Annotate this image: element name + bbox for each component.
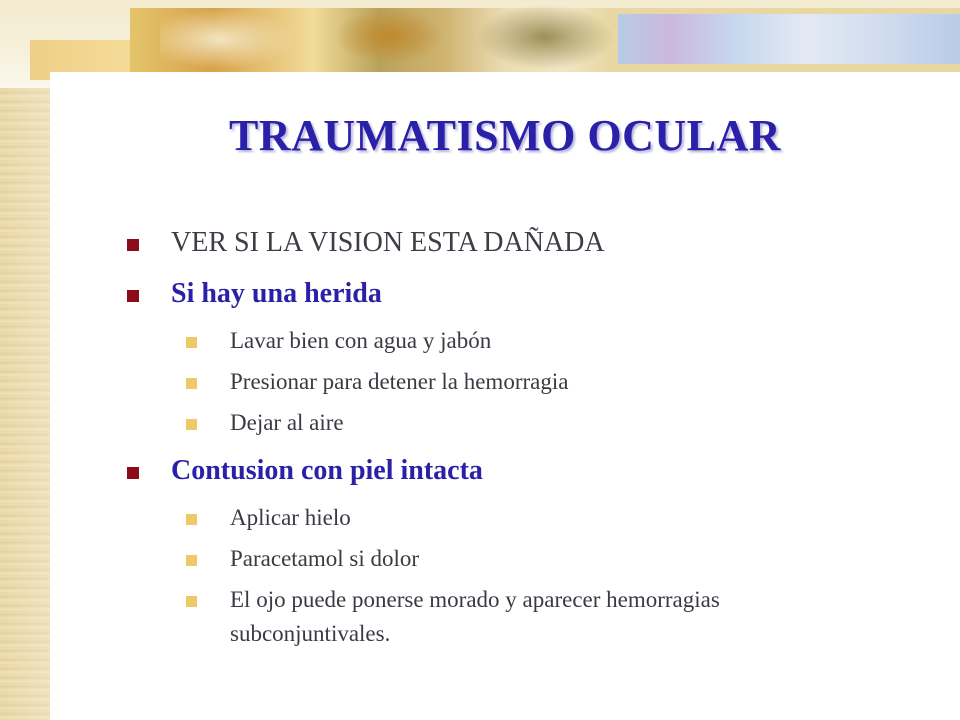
sub-bullet-square-icon — [186, 378, 197, 389]
sub-bullet-text: Dejar al aire — [230, 410, 344, 435]
sub-bullet-text: Aplicar hielo — [230, 505, 351, 530]
bullet-text: Contusion con piel intacta — [171, 455, 483, 486]
sub-bullet-text-continuation: subconjuntivales. — [230, 621, 391, 646]
slide-title: TRAUMATISMO OCULAR — [228, 111, 782, 160]
sub-bullet-text: Lavar bien con agua y jabón — [230, 328, 492, 353]
sub-bullet-square-icon — [186, 555, 197, 566]
sub-bullet-square-icon — [186, 419, 197, 430]
sub-bullet-text: El ojo puede ponerse morado y aparecer hemorragias — [230, 587, 720, 612]
sub-bullet-square-icon — [186, 337, 197, 348]
bullet-square-icon — [127, 290, 139, 302]
sub-bullet-square-icon — [186, 514, 197, 525]
bullet-text: Si hay una herida — [171, 278, 382, 309]
bullet-square-icon — [127, 239, 139, 251]
bullet-square-icon — [127, 467, 139, 479]
sub-bullet-text: Paracetamol si dolor — [230, 546, 420, 571]
sub-bullet-text: Presionar para detener la hemorragia — [230, 369, 569, 394]
bullet-text: VER SI LA VISION ESTA DAÑADA — [171, 227, 605, 258]
sub-bullet-square-icon — [186, 596, 197, 607]
